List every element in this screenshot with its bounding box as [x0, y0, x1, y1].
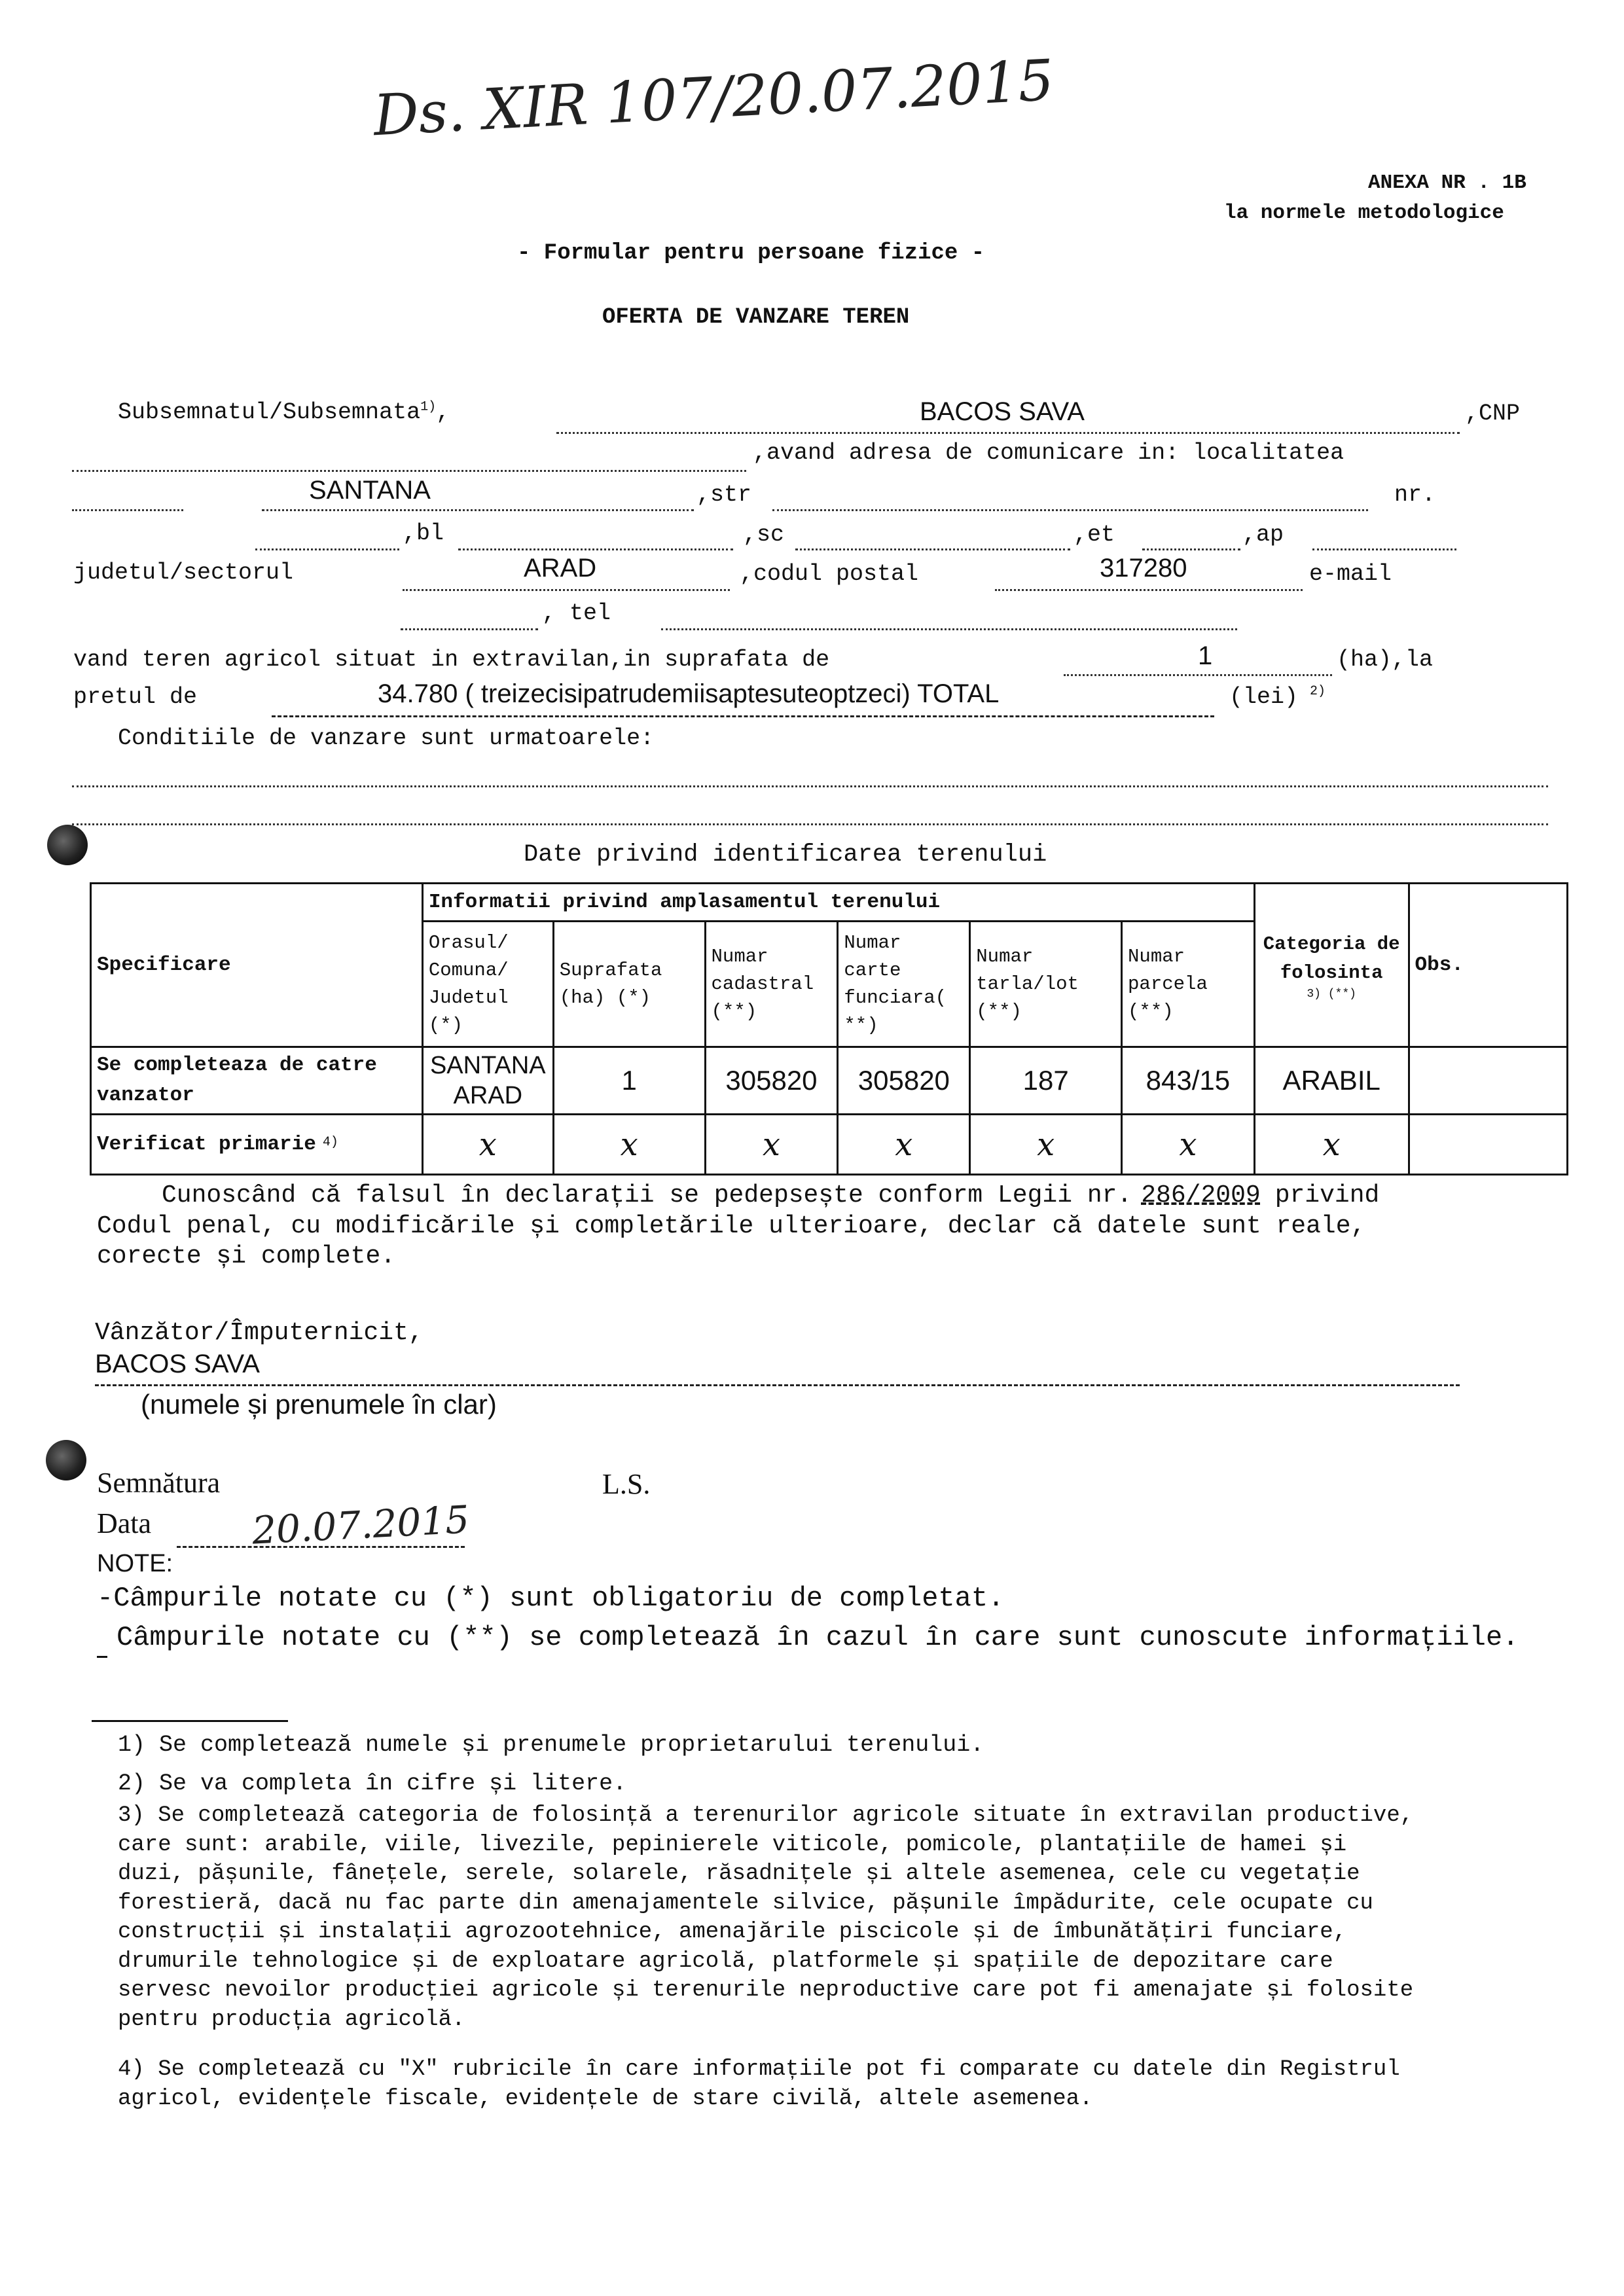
- footnote-3-line: pentru producția agricolă.: [118, 2007, 465, 2032]
- punch-hole-top: [47, 825, 88, 865]
- law-number: 286/2009: [1141, 1181, 1261, 1210]
- bl-underline: [458, 548, 733, 550]
- label-ap: ,ap: [1242, 522, 1284, 548]
- header-city: [422, 922, 553, 1047]
- cell-tarla-value: 187: [1022, 1065, 1069, 1096]
- conditions-line-1[interactable]: [72, 785, 1548, 787]
- footnote-3-line: forestieră, dacă nu fac parte din amenajamentele silvice, pășunile împădurite, cele ocupate cu: [118, 1890, 1373, 1916]
- tel-underline: [661, 628, 1237, 630]
- footnote-4-line: agricol, evidențele fiscale, evidențele de stare civilă, altele asemenea.: [118, 2086, 1093, 2111]
- cell-county-value: ARAD: [453, 1082, 523, 1109]
- cell-area-value: 1: [621, 1065, 637, 1096]
- verified-mark-parcela[interactable]: [1122, 1115, 1255, 1175]
- cell-area[interactable]: [553, 1047, 705, 1115]
- label-nr: nr.: [1394, 482, 1436, 508]
- name-underline: [556, 432, 1460, 434]
- declaration-line-1b: privind: [1274, 1181, 1380, 1210]
- declaration-line-3: corecte și complete.: [97, 1242, 396, 1270]
- verified-mark-obs[interactable]: [1409, 1115, 1567, 1175]
- footnote-3-line: care sunt: arabile, viile, livezile, pepinierele viticole, pomicole, plantațiile de hamei și: [118, 1832, 1347, 1857]
- annex-subtitle: la normele metodologice: [1224, 202, 1504, 224]
- footnote-separator: [92, 1720, 288, 1722]
- cell-tarla[interactable]: [970, 1047, 1122, 1115]
- label-lei-text: (lei): [1229, 684, 1299, 710]
- cell-city-value: SANTANA: [429, 1052, 546, 1079]
- header-location-group: [422, 884, 1254, 922]
- label-str: ,str: [696, 482, 752, 508]
- email-underline: [401, 628, 538, 630]
- row-verified-label: [91, 1115, 423, 1175]
- header-area-text: Suprafata (ha) (*): [559, 959, 662, 1009]
- cell-cadastral[interactable]: [705, 1047, 838, 1115]
- seller-name-underline: [95, 1384, 1460, 1386]
- county-underline: [403, 589, 730, 591]
- date-field[interactable]: 20.07.2015: [251, 1497, 471, 1553]
- cell-carte-value: 305820: [857, 1065, 950, 1096]
- ap-underline: [1312, 548, 1456, 550]
- label-signature: Semnătura: [97, 1467, 221, 1499]
- land-identification-table: [90, 882, 1568, 1175]
- label-price: pretul de: [73, 684, 198, 710]
- cell-city[interactable]: [422, 1047, 553, 1115]
- cell-obs[interactable]: [1409, 1047, 1567, 1115]
- label-tel: , tel: [542, 600, 611, 626]
- label-seller-representative: Vânzător/Împuternicit,: [95, 1319, 424, 1347]
- footnote-ref-2: 2): [1310, 684, 1326, 700]
- price-underline: [272, 715, 1214, 717]
- footnote-2: 2) Se va completa în cifre și litere.: [118, 1770, 627, 1797]
- row-verified-label-text: Verificat primarie: [97, 1133, 316, 1156]
- header-obs-text: Obs.: [1415, 954, 1464, 977]
- cell-category[interactable]: [1254, 1047, 1409, 1115]
- header-carte: [838, 922, 970, 1047]
- header-spec: [91, 884, 423, 1047]
- annex-number: ANEXA NR . 1B: [1368, 171, 1526, 194]
- punch-hole-bottom: [46, 1440, 86, 1480]
- cell-category-value: ARABIL: [1282, 1065, 1380, 1096]
- verified-mark-city-x: x: [478, 1126, 497, 1163]
- footnote-3-line: duzi, pășunile, fânețele, serele, solarele, răsadnițele și altele asemenea, cele cu vegetație: [118, 1861, 1360, 1886]
- seller-name-clear[interactable]: BACOS SAVA: [95, 1350, 260, 1378]
- postal-code-field[interactable]: 317280: [1100, 554, 1187, 583]
- header-cadastral-text: Numar cadastral (**): [711, 945, 814, 1022]
- declaration-line-1a: Cunoscând că falsul în declarații se pedepsește conform Legii nr.: [162, 1181, 1132, 1210]
- footnote-3-line: servesc nevoilor producției agricole și terenurile neproductive care pot fi amenajate și folosite: [118, 1978, 1414, 2003]
- county-field[interactable]: ARAD: [524, 554, 597, 583]
- label-name: Subsemnatul/Subsemnata$^{1)}$,: [118, 399, 450, 425]
- label-date: Data: [97, 1507, 152, 1539]
- area-field[interactable]: 1: [1198, 641, 1213, 670]
- header-carte-text: Numar carte funciara( **): [844, 931, 947, 1036]
- nr-underline: [255, 548, 399, 550]
- conditions-line-2[interactable]: [72, 823, 1548, 825]
- header-city-text: Orasul/ Comuna/ Judetul (*): [428, 931, 509, 1036]
- table-caption: Date privind identificarea terenului: [524, 841, 1047, 869]
- header-cadastral: [705, 922, 838, 1047]
- header-category: [1254, 884, 1409, 1047]
- footnote-3-line: 3) Se completează categoria de folosință a terenurilor agricole situate în extravilan productive,: [118, 1803, 1414, 1828]
- declaration-line-2: Codul penal, cu modificările și completările ulterioare, declar că datele sunt reale,: [97, 1212, 1366, 1240]
- label-sc: ,sc: [743, 522, 785, 548]
- label-bl: ,bl: [403, 520, 444, 547]
- label-cnp: ,CNP: [1465, 401, 1521, 427]
- footnote-3-line: construcții și instalații agrozootehnice, amenajările piscicole și de îmbunătățiri funciare,: [118, 1920, 1347, 1945]
- verified-mark-tarla-x: x: [1037, 1126, 1055, 1163]
- locality-underline-a: [72, 509, 183, 511]
- label-ha: (ha),la: [1337, 647, 1434, 673]
- footnote-4-line: 4) Se completează cu "X" rubricile în care informațiile pot fi comparate cu datele din Registrul: [118, 2057, 1400, 2082]
- footnote-3-line: drumurile tehnologice și de exploatare agricolă, platformele și spațiile de depozitare care: [118, 1948, 1333, 1974]
- street-underline: [772, 509, 1368, 511]
- header-parcela: [1122, 922, 1255, 1047]
- row-seller-label: [91, 1047, 423, 1115]
- cnp-underline: [72, 470, 746, 472]
- verified-mark-cadastral[interactable]: [705, 1115, 838, 1175]
- handwritten-registration-number: Ds. XIR 107/20.07.2015: [372, 47, 1056, 149]
- footnote-ref-4: 4): [322, 1134, 338, 1150]
- et-underline: [1142, 548, 1240, 550]
- postal-underline: [995, 589, 1303, 591]
- cell-cadastral-value: 305820: [725, 1065, 818, 1096]
- header-obs: [1409, 884, 1567, 1047]
- footnote-ref-1: 1): [420, 399, 437, 415]
- label-lei: [1229, 684, 1326, 710]
- form-subtitle: - Formular pentru persoane fizice -: [517, 241, 985, 266]
- label-address: ,avand adresa de comunicare in: localitatea: [753, 440, 1344, 466]
- signature-area[interactable]: [249, 1466, 511, 1505]
- footnote-1: 1) Se completează numele și prenumele proprietarului terenului.: [118, 1732, 984, 1758]
- cell-parcela-value: 843/15: [1146, 1065, 1231, 1096]
- verified-mark-cadastral-x: x: [762, 1126, 780, 1163]
- verified-mark-tarla[interactable]: [970, 1115, 1122, 1175]
- verified-mark-area[interactable]: [553, 1115, 705, 1175]
- sc-underline: [795, 548, 1070, 550]
- verified-mark-category[interactable]: [1254, 1115, 1409, 1175]
- note-1: -Câmpurile notate cu (*) sunt obligatoriu de completat.: [97, 1583, 1005, 1614]
- label-email: e-mail: [1309, 561, 1392, 587]
- header-location-group-text: Informatii privind amplasamentul terenului: [428, 891, 941, 914]
- label-name-text: Subsemnatul/Subsemnata: [118, 399, 421, 425]
- header-tarla: [970, 922, 1122, 1047]
- cell-parcela[interactable]: [1122, 1047, 1255, 1115]
- verified-mark-city[interactable]: [422, 1115, 553, 1175]
- header-parcela-text: Numar parcela (**): [1128, 945, 1208, 1022]
- header-category-text: Categoria de folosinta: [1263, 933, 1400, 984]
- footnote-3: [118, 1801, 1413, 2034]
- footnote-4: [118, 2055, 1400, 2113]
- notes-title: NOTE:: [97, 1550, 173, 1577]
- label-county: judetul/sectorul: [73, 560, 294, 586]
- form-title: OFERTA DE VANZARE TEREN: [602, 305, 910, 330]
- name-hint: (numele și prenumele în clar): [141, 1389, 497, 1420]
- declaration-line-1: [162, 1181, 1379, 1210]
- label-ls: L.S.: [602, 1468, 651, 1500]
- label-area: vand teren agricol situat in extravilan,in suprafata de: [73, 647, 830, 673]
- locality-field[interactable]: SANTANA: [309, 476, 431, 505]
- verified-mark-parcela-x: x: [1179, 1126, 1197, 1163]
- note-2-dash: [97, 1656, 107, 1658]
- verified-mark-carte[interactable]: [838, 1115, 970, 1175]
- row-seller-label-text: Se completeaza de catre vanzator: [97, 1054, 377, 1107]
- price-field[interactable]: 34.780 ( treizecisipatrudemiisaptesuteoptzeci) TOTAL: [378, 679, 1000, 708]
- label-postal: ,codul postal: [740, 561, 919, 587]
- cell-carte[interactable]: [838, 1047, 970, 1115]
- label-et: ,et: [1074, 522, 1115, 548]
- header-tarla-text: Numar tarla/lot (**): [976, 945, 1079, 1022]
- area-underline: [1064, 674, 1332, 676]
- label-conditions: Conditiile de vanzare sunt urmatoarele:: [118, 725, 655, 751]
- verified-mark-category-x: x: [1322, 1126, 1341, 1163]
- verified-mark-carte-x: x: [895, 1126, 913, 1163]
- locality-underline-b: [262, 509, 694, 511]
- note-2: Câmpurile notate cu (**) se completează în cazul în care sunt cunoscute informațiile.: [117, 1622, 1519, 1653]
- header-area: [553, 922, 705, 1047]
- verified-mark-area-x: x: [620, 1126, 638, 1163]
- seller-name-field[interactable]: BACOS SAVA: [920, 397, 1085, 426]
- header-spec-text: Specificare: [97, 954, 231, 977]
- header-category-note: 3) (**): [1307, 987, 1356, 1001]
